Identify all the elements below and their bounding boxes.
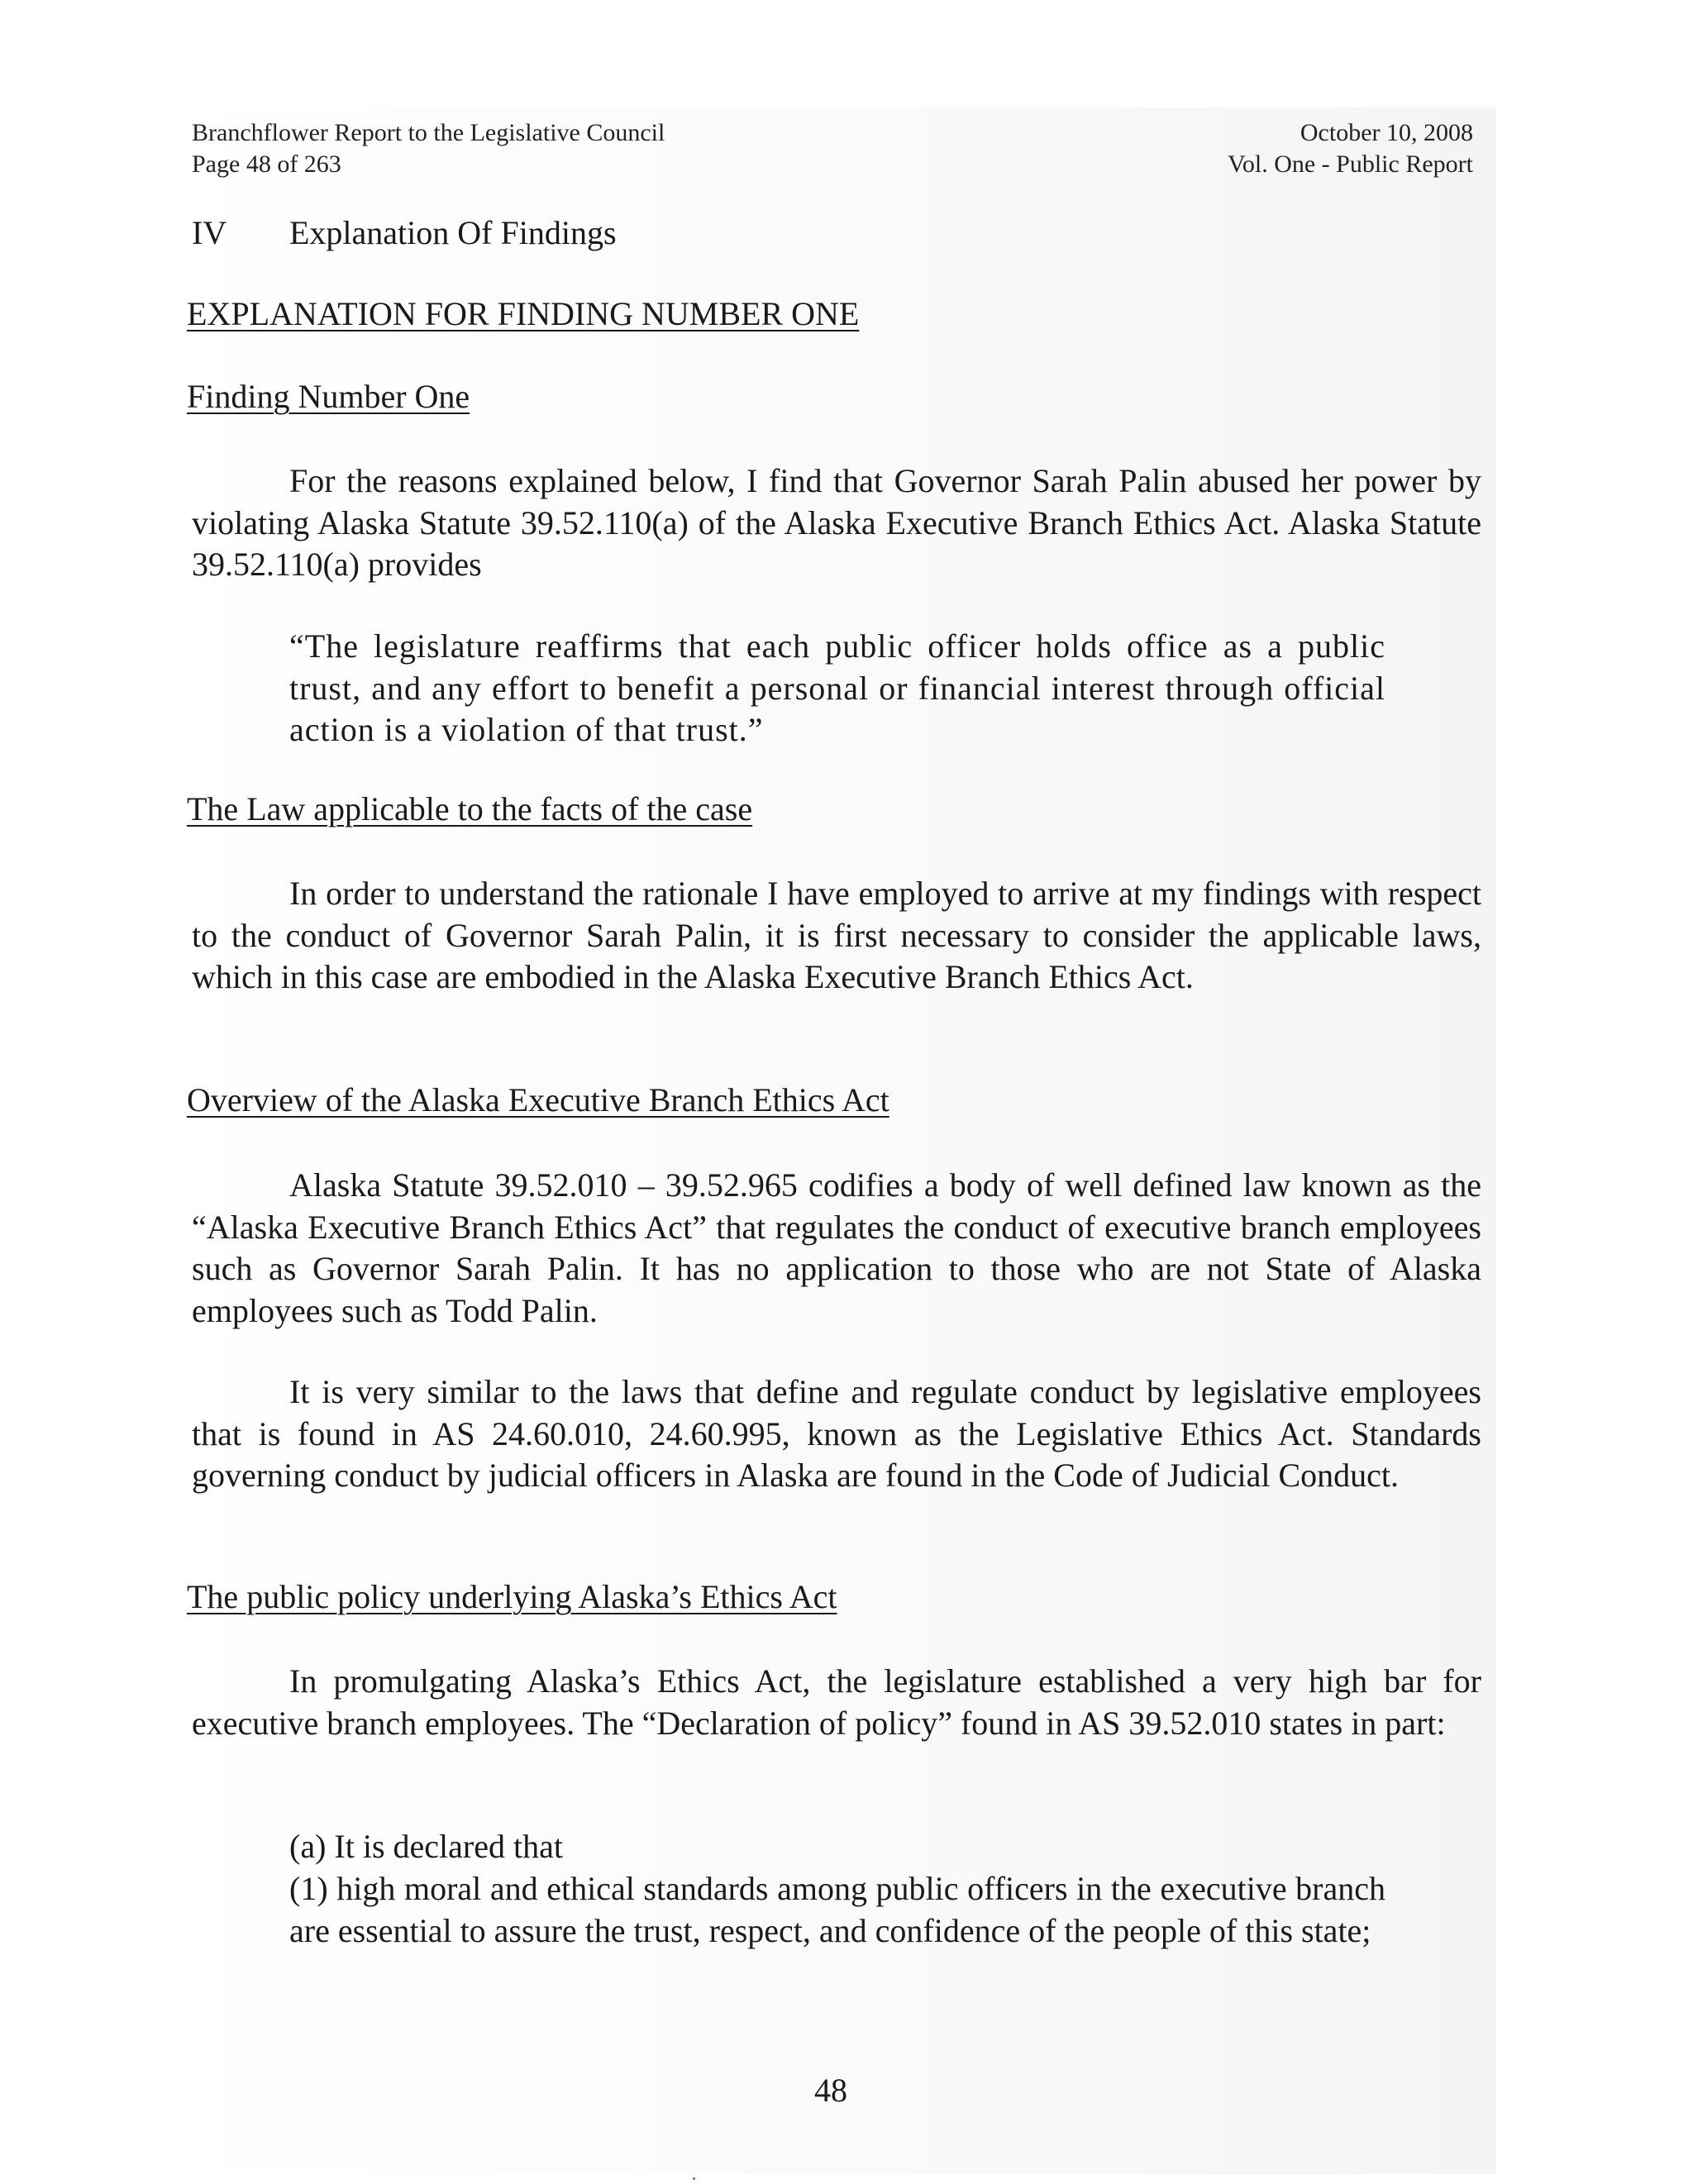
finding-text: For the reasons explained below, I find that Governor Sarah Palin abused her power by violating Alaska Statute 39.52.110(a) of the Alaska Executive Branch Ethics Act. Alaska Statute 39.52.110(a) provides [192,462,1481,583]
volume-label: Vol. One - Public Report [1228,150,1473,178]
quote-block: “The legislature reaffirms that each public officer holds office as a public trust, and any effort to benefit a personal or financial interest through official action is a violation of that trust.” [289,627,1385,748]
policy-text: In promulgating Alaska’s Ethics Act, the legislature established a very high bar for executive branch employees. The “Declaration of policy” found in AS 39.52.010 states in part: [192,1662,1481,1742]
page-count: Page 48 of 263 [192,150,341,178]
heading-explanation: EXPLANATION FOR FINDING NUMBER ONE [187,295,860,332]
section-number: IV [192,214,227,251]
page-number: 48 [814,2072,847,2109]
paragraph-policy [192,1661,1481,1744]
heading-finding: Finding Number One [187,378,470,415]
section-name: Explanation Of Findings [289,214,617,251]
report-date: October 10, 2008 [1300,119,1473,146]
overview-text: Alaska Statute 39.52.010 – 39.52.965 codifies a body of well defined law known as the “Alaska Executive Branch Ethics Act” that regulates the conduct of executive branch employees such as Governor Sarah Palin. It has no application to those who are not State of Alaska employees such as Todd Palin. [192,1166,1481,1329]
heading-policy: The public policy underlying Alaska’s Ethics Act [187,1578,837,1615]
similar-text: It is very similar to the laws that define and regulate conduct by legislative employees that is found in AS 24.60.010, 24.60.995, known as the Legislative Ethics Act. Standards governing conduct by judicial officers in Alaska are found in the Code of Judicial Conduct. [192,1373,1481,1494]
paragraph-overview [192,1165,1481,1332]
scan-speck [693,2177,695,2180]
paragraph-similar [192,1371,1481,1497]
section-title [192,213,617,253]
law-text: In order to understand the rationale I have employed to arrive at my findings with respect to the conduct of Governor Sarah Palin, it is first necessary to consider the applicable laws, which in this case are embodied in the Alaska Executive Branch Ethics Act. [192,875,1481,995]
report-title: Branchflower Report to the Legislative Council [192,119,665,146]
legal-declared: (a) It is declared that [289,1828,563,1865]
paragraph-law [192,873,1481,999]
heading-overview: Overview of the Alaska Executive Branch Ethics Act [187,1081,889,1118]
legal-item-1: (1) high moral and ethical standards among public officers in the executive branch are essential to assure the trust, respect, and confidence of the people of this state; [289,1870,1385,1949]
paragraph-finding [192,460,1481,586]
header-right [1228,117,1473,180]
heading-law: The Law applicable to the facts of the case [187,790,753,827]
header-left [192,117,665,180]
